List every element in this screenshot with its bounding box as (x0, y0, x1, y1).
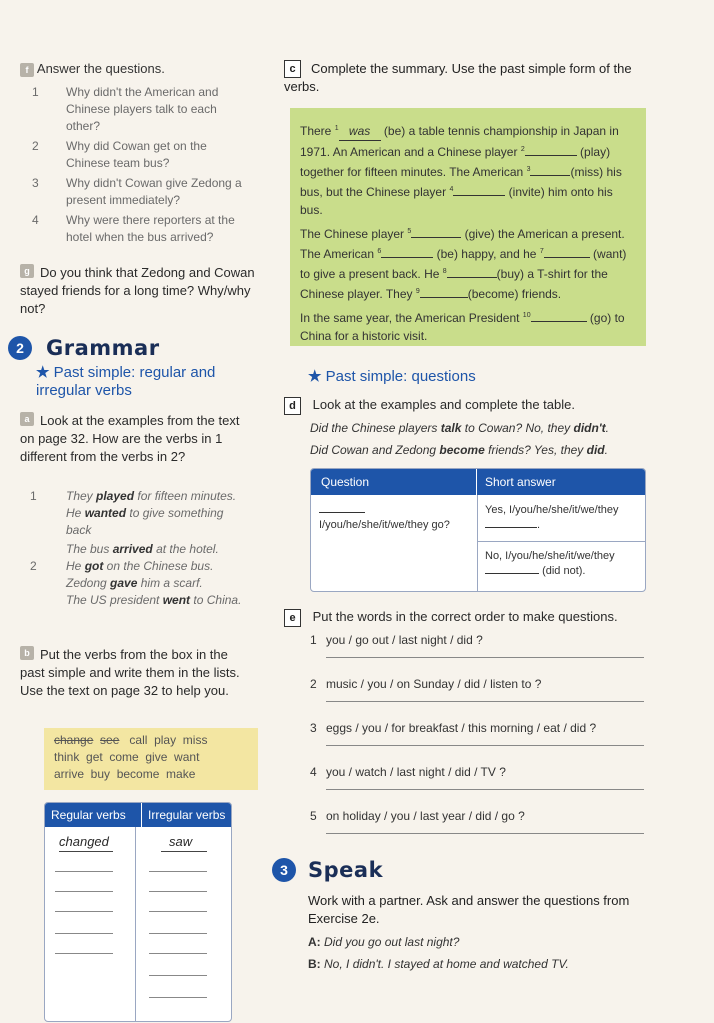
exercise-1g (20, 264, 260, 318)
star-icon: ★ (308, 368, 322, 385)
instruction: Complete the summary. Use the past simple form of the verbs. (284, 61, 632, 94)
exercise-label: b (20, 646, 34, 660)
exercise-2d (284, 396, 664, 415)
verb-box (44, 728, 258, 790)
list-item: 5 on holiday / you / last year / did / go ? (310, 808, 650, 852)
list-item: 4 you / watch / last night / did / TV ? (310, 764, 650, 808)
blank-line[interactable] (55, 953, 113, 954)
blank-2[interactable] (525, 155, 577, 156)
example-sentence: Did the Chinese players talk to Cowan? No, they didn't. (310, 421, 610, 435)
example-line: 2 He got on the Chinese bus. (30, 559, 214, 573)
list-item: 3 Why didn't Cowan give Zedong a present immediately? (32, 176, 242, 207)
exercise-label: d (284, 397, 301, 415)
summary-box (290, 108, 646, 346)
blank-line[interactable] (149, 911, 207, 912)
blank-6[interactable] (381, 257, 433, 258)
list-item: 1 you / go out / last night / did ? (310, 632, 650, 676)
list-item: 2 music / you / on Sunday / did / listen to ? (310, 676, 650, 720)
blank-line[interactable] (149, 997, 207, 998)
blank-3[interactable] (530, 175, 570, 176)
answer-line[interactable] (326, 833, 644, 834)
list-item: 4 Why were there reporters at the hotel when the bus arrived? (32, 213, 235, 244)
blank-line[interactable] (55, 871, 113, 872)
blank-line[interactable] (149, 933, 207, 934)
discussion-question: Do you think that Zedong and Cowan stayed friends for a long time? Why/why not? (20, 265, 255, 316)
blank-line[interactable] (55, 911, 113, 912)
section-title: Grammar (46, 336, 160, 360)
list-item: 1 Why didn't the American and Chinese players talk to each other? (32, 85, 219, 133)
column-header-regular: Regular verbs (45, 803, 142, 827)
exercise-label: f (20, 63, 34, 77)
dialogue-line: A: Did you go out last night? (308, 935, 460, 949)
summary-paragraph: There $^1$ was (be) a table tennis championship in Japan in 1971. An American and a Chinese player $^2$ (play) together for fifteen minutes. The American $^3$ (miss) his bus, but the Chinese player $^4$ (invite) him onto his bus. (300, 124, 622, 217)
example-irregular: saw (161, 833, 207, 852)
exercise-label: c (284, 60, 301, 78)
instruction: Look at the examples from the text on page 32. How are the verbs in 1 different from the verbs in 2? (20, 413, 240, 464)
table-cell-answer: No, I/you/he/she/it/we/they (did not). (485, 550, 615, 577)
example-line: He wanted to give something back (66, 506, 224, 537)
instruction: Look at the examples and complete the table. (312, 397, 575, 412)
question-list (32, 84, 254, 246)
exercise-2b (20, 646, 248, 700)
blank-line[interactable] (149, 891, 207, 892)
exercise-1f (20, 60, 260, 78)
example-regular: changed (59, 833, 113, 852)
column-header-question: Question (311, 469, 477, 495)
summary-paragraph: In the same year, the American President $^{10}$ (go) to China for a historic visit. (300, 311, 625, 343)
example-line: Zedong gave him a scarf. (66, 576, 203, 590)
list-item: 3 eggs / you / for breakfast / this morning / eat / did ? (310, 720, 650, 764)
instruction: Answer the questions. (36, 61, 165, 76)
grammar-examples (30, 488, 250, 609)
exercise-2c (284, 60, 664, 96)
subsection-title: ★ Past simple: questions (308, 368, 476, 385)
verb-see: see (100, 733, 120, 747)
instruction: Put the verbs from the box in the past simple and write them in the lists. Use the text on page 32 to help you. (20, 647, 240, 698)
column-header-short-answer: Short answer (485, 475, 556, 489)
answer-line[interactable] (326, 789, 644, 790)
exercise-label: g (20, 264, 34, 278)
blank-line[interactable] (149, 871, 207, 872)
answer-line[interactable] (326, 745, 644, 746)
question-table (310, 468, 646, 592)
verb-row: arrive buy become make (54, 767, 196, 781)
table-cell-answer: Yes, I/you/he/she/it/we/they . (485, 504, 619, 531)
blank-10[interactable] (531, 321, 587, 322)
speak-instruction: Work with a partner. Ask and answer the questions from Exercise 2e. (308, 893, 630, 926)
verb-row: think get come give want (54, 750, 200, 764)
blank-5[interactable] (411, 237, 461, 238)
list-item: 2 Why did Cowan get on the Chinese team bus? (32, 139, 207, 170)
exercise-2a (20, 412, 248, 466)
section-number-badge: 3 (272, 858, 296, 882)
blank-line[interactable] (55, 891, 113, 892)
section-number-badge: 2 (8, 336, 32, 360)
blank-7[interactable] (544, 257, 590, 258)
instruction: Put the words in the correct order to make questions. (312, 609, 618, 624)
blank-9[interactable] (420, 297, 468, 298)
blank-4[interactable] (453, 195, 505, 196)
dialogue-line: B: No, I didn't. I stayed at home and watched TV. (308, 957, 569, 971)
column-header-irregular: Irregular verbs (148, 808, 226, 822)
section-title: Speak (308, 858, 384, 882)
answer-example: was (339, 122, 381, 141)
subsection-title: ★ Past simple: regular and irregular verbs (36, 364, 216, 399)
star-icon: ★ (36, 364, 50, 381)
blank-line[interactable] (485, 573, 539, 574)
exercise-label: a (20, 412, 34, 426)
example-line: 1 They played for fifteen minutes. (30, 489, 237, 503)
blank-line[interactable] (149, 953, 207, 954)
verb-change: change (54, 733, 94, 747)
blank-line[interactable] (319, 512, 365, 513)
blank-8[interactable] (447, 277, 497, 278)
example-sentence: Did Cowan and Zedong become friends? Yes, they did. (310, 443, 608, 457)
answer-line[interactable] (326, 657, 644, 658)
summary-paragraph: The Chinese player $^5$ (give) the American a present. The American $^6$ (be) happy, and he $^7$ (want) to give a present back. He $^8$ (buy) a T-shirt for the Chinese player. They $^9$ (become) friends. (300, 227, 627, 301)
ordering-list (310, 632, 650, 852)
exercise-2e (284, 608, 674, 627)
table-cell-question: I/you/he/she/it/we/they go? (319, 503, 469, 533)
exercise-label: e (284, 609, 301, 627)
blank-line[interactable] (485, 527, 537, 528)
example-line: The US president went to China. (66, 593, 242, 607)
example-line: The bus arrived at the hotel. (66, 542, 219, 556)
answer-line[interactable] (326, 701, 644, 702)
blank-line[interactable] (55, 933, 113, 934)
verb-table (44, 802, 232, 1022)
verb-row: call play miss (129, 733, 208, 747)
blank-line[interactable] (149, 975, 207, 976)
